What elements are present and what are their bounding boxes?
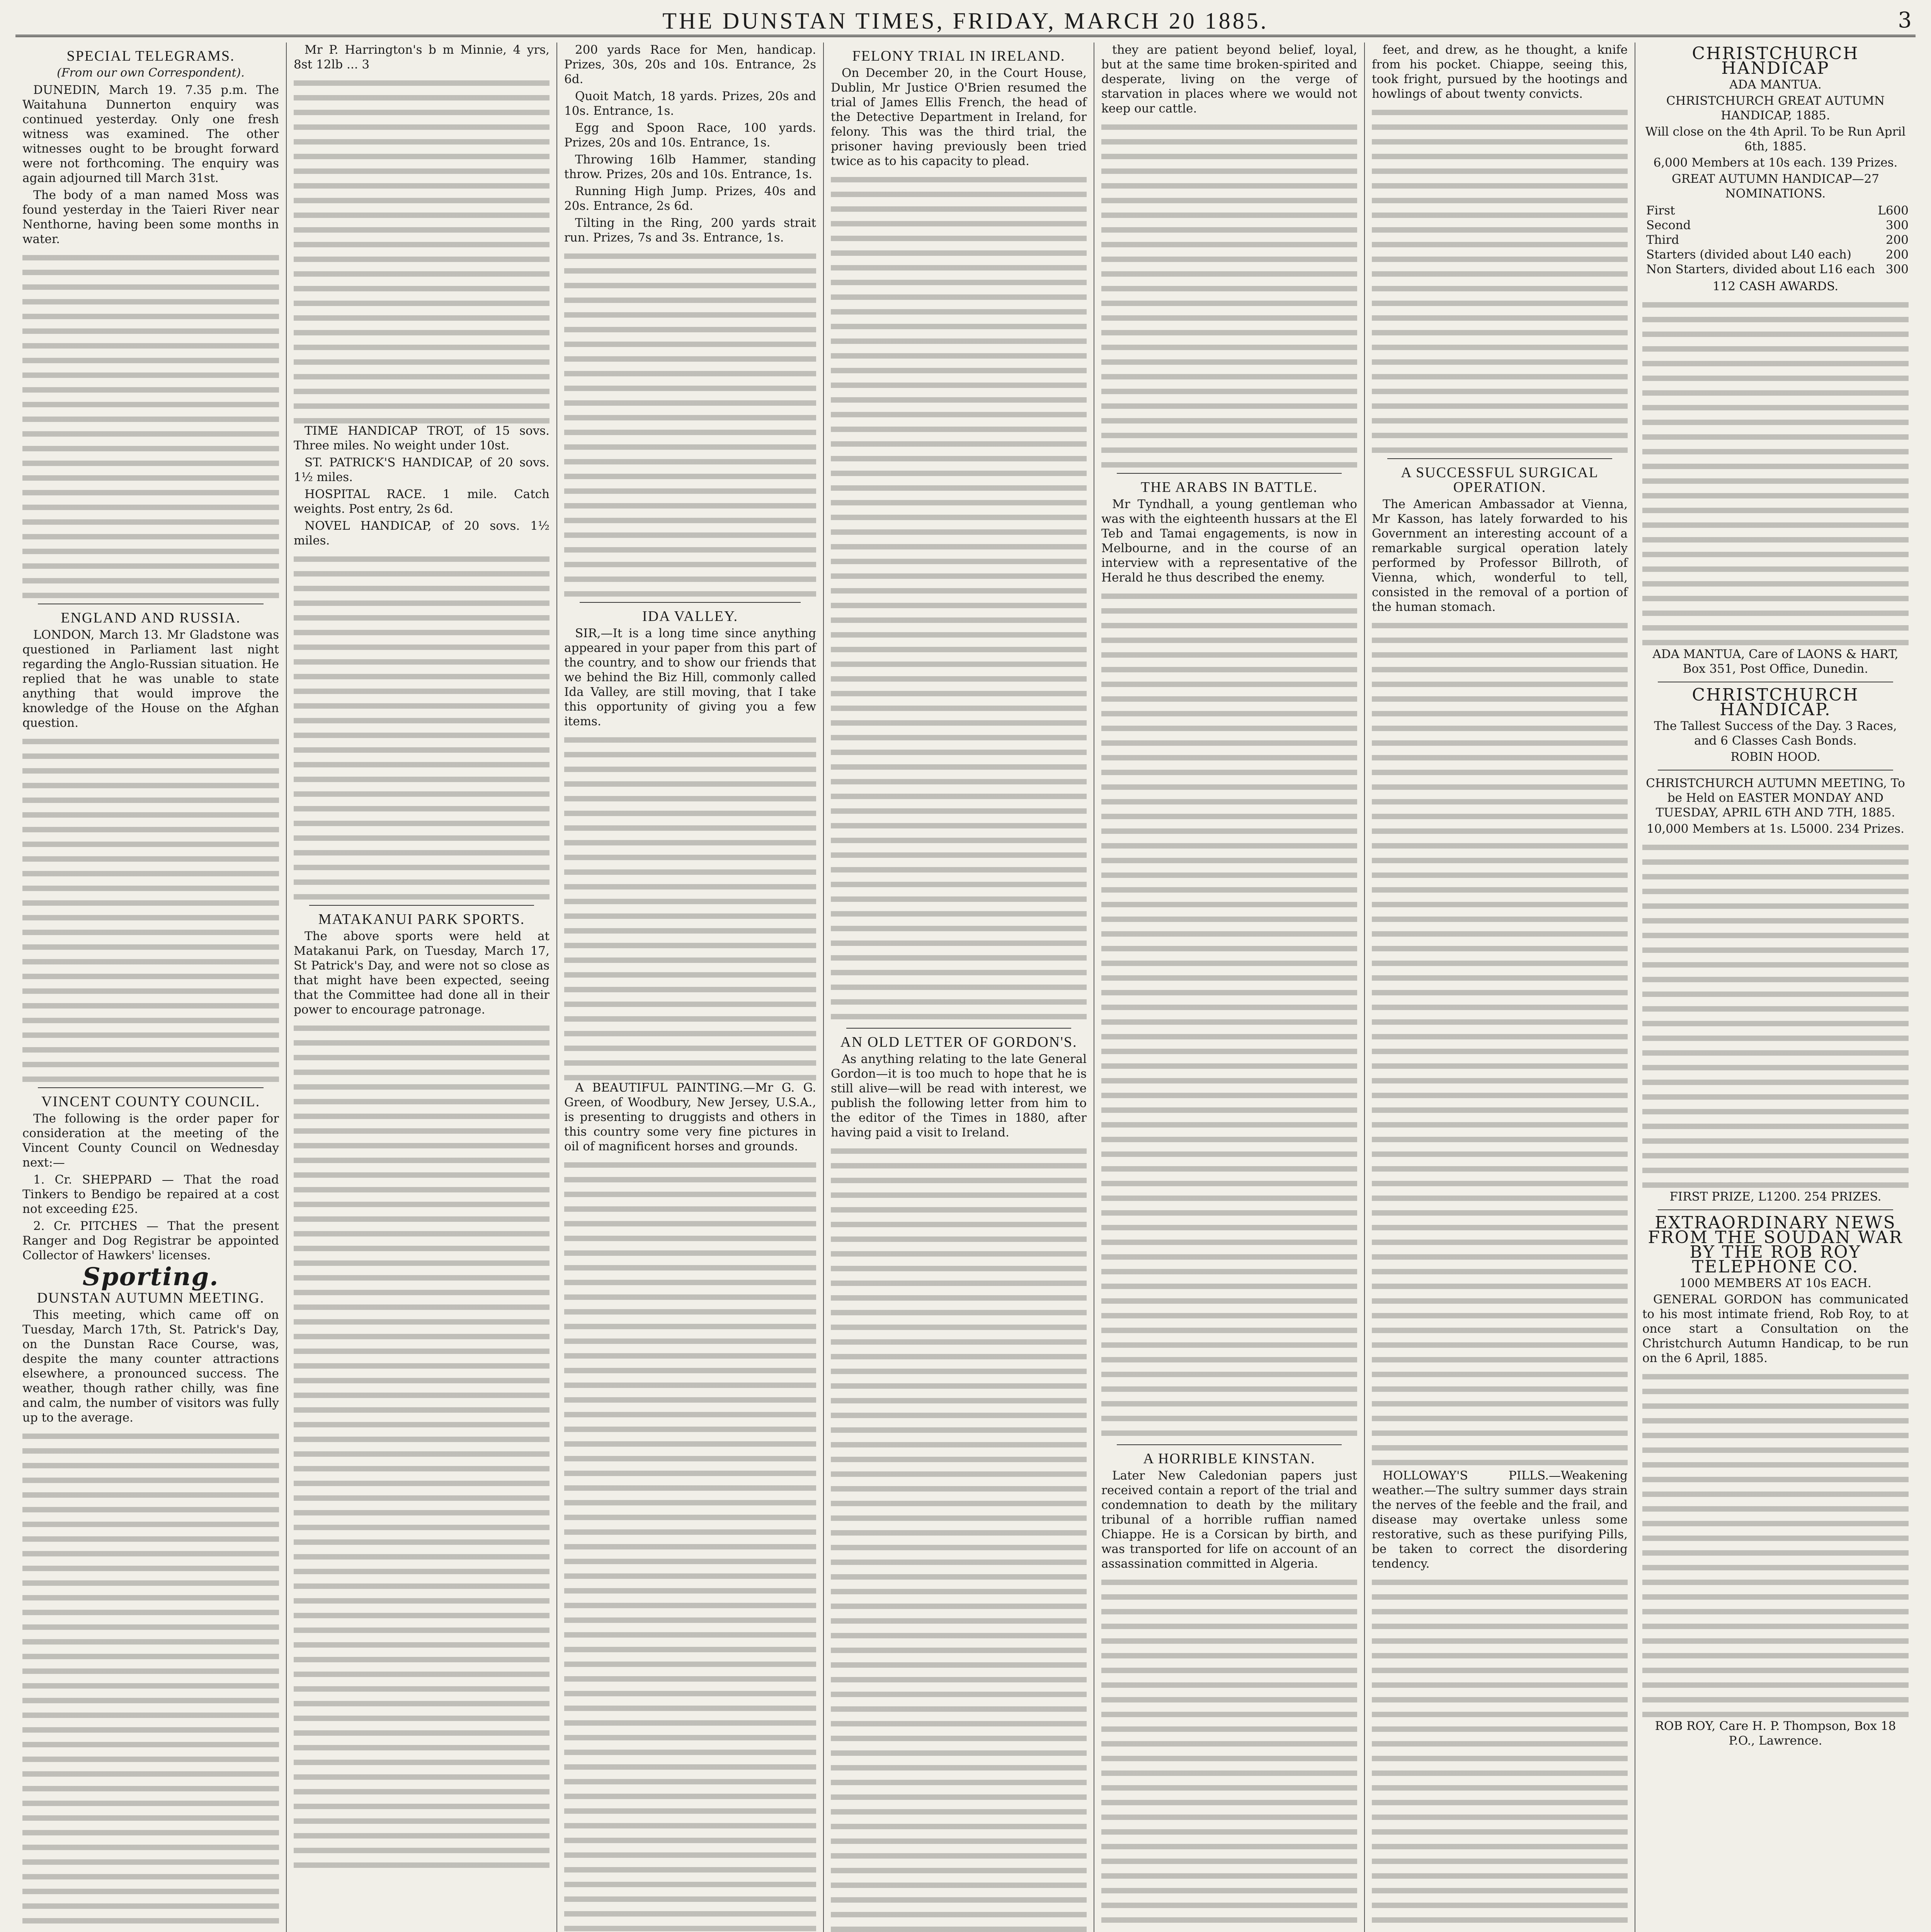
- article-paragraph: The above sports were held at Matakanui Park, on Tuesday, March 17, St Patrick's Day, and were not so close as that might have been expected, seeing that the Committee had done all in their power to encourage patronage.: [294, 929, 550, 1017]
- section-heading: IDA VALLEY.: [642, 608, 738, 624]
- article-paragraph: DUNEDIN, March 19. 7.35 p.m. The Waitahuna Dunnerton enquiry was continued yesterday. Only one fresh witness was examined. The other witnesses ought to be brought forward were not forthcoming. The enquiry was again adjourned till March 31st.: [22, 83, 279, 185]
- event-heading: Egg and Spoon Race, 100 yards. Prizes, 20s and 10s. Entrance, 1s.: [564, 121, 816, 150]
- advertisement-paragraph: GENERAL GORDON has communicated to his most intimate friend, Rob Roy, to at once start a Consultation on the Christchurch Autumn Handicap, to be run on the 6 April, 1885.: [1642, 1293, 1909, 1365]
- ad-line: FIRST PRIZE, L1200. 254 PRIZES.: [1669, 1190, 1882, 1204]
- article-paragraph: This meeting, which came off on Tuesday, March 17th, St. Patrick's Day, on the Dunstan Race Course, was, despite the many counter attractions elsewhere, a pronounced success. The weather, though rather chilly, was fine and calm, the number of visitors was fully up to the average.: [22, 1308, 279, 1425]
- text-body: [22, 734, 279, 1082]
- ad-line: ADA MANTUA, Care of LAONS & HART, Box 351, Post Office, Dunedin.: [1652, 647, 1899, 676]
- article-paragraph: A BEAUTIFUL PAINTING.—Mr G. G. Green, of Woodbury, New Jersey, U.S.A., is presenting to druggists and others in this country some very fine pictures in oil of magnificent horses and grounds.: [564, 1081, 816, 1153]
- section-heading: A SUCCESSFUL SURGICAL OPERATION.: [1401, 464, 1599, 495]
- prize-row: Second 300: [1646, 218, 1909, 232]
- divider: [1387, 458, 1612, 459]
- event-heading: Running High Jump. Prizes, 40s and 20s. Entrance, 2s 6d.: [564, 184, 816, 213]
- ad-line: CHRISTCHURCH AUTUMN MEETING, To be Held on EASTER MONDAY AND TUESDAY, APRIL 6TH AND 7TH, 1885.: [1646, 776, 1905, 820]
- section-heading: SPECIAL TELEGRAMS.: [66, 48, 235, 64]
- ad-title: ADA MANTUA.: [1729, 78, 1822, 92]
- event-heading: Quoit Match, 18 yards. Prizes, 20s and 10s. Entrance, 1s.: [564, 89, 816, 118]
- newspaper-title: THE DUNSTAN TIMES, FRIDAY, MARCH 20 1885.: [662, 8, 1269, 34]
- section-heading: DUNSTAN AUTUMN MEETING.: [37, 1290, 265, 1306]
- ad-headline: EXTRAORDINARY NEWS FROM THE SOUDAN WAR BY THE ROB ROY TELEPHONE CO.: [1648, 1213, 1903, 1277]
- ad-line: 1000 MEMBERS AT 10s EACH.: [1679, 1276, 1871, 1290]
- text-body: [1101, 1575, 1357, 1932]
- text-body: [22, 1429, 279, 1932]
- text-body: [294, 76, 550, 423]
- divider: [580, 602, 801, 603]
- section-heading: ENGLAND AND RUSSIA.: [61, 610, 241, 626]
- prize-row: Non Starters, divided about L16 each 300: [1646, 262, 1909, 276]
- text-body: [564, 1158, 816, 1932]
- prize-row: Starters (divided about L40 each) 200: [1646, 248, 1909, 262]
- section-heading: AN OLD LETTER OF GORDON'S.: [840, 1034, 1077, 1050]
- text-body: [1101, 120, 1357, 468]
- ad-headline: CHRISTCHURCH HANDICAP.: [1692, 685, 1859, 719]
- prize-row: First L600: [1646, 204, 1909, 218]
- text-body: [1372, 618, 1628, 1468]
- article-paragraph: 1. Cr. SHEPPARD — That the road Tinkers to Bendigo be repaired at a cost not exceeding £25.: [22, 1173, 279, 1216]
- column-3: [556, 43, 823, 1932]
- article-paragraph: feet, and drew, as he thought, a knife from his pocket. Chiappe, seeing this, took fright, pursued by the hootings and howlings of about twenty convicts.: [1372, 43, 1628, 101]
- race-result: Mr P. Harrington's b m Minnie, 4 yrs, 8st 12lb ... 3: [294, 43, 550, 71]
- ad-line: CHRISTCHURCH GREAT AUTUMN HANDICAP, 1885.: [1666, 94, 1885, 122]
- divider: [1658, 1209, 1893, 1210]
- column-2: [286, 43, 556, 1932]
- event-heading: Tilting in the Ring, 200 yards strait run. Prizes, 7s and 3s. Entrance, 1s.: [564, 216, 816, 245]
- ad-line: The Tallest Success of the Day. 3 Races, and 6 Classes Cash Bonds.: [1654, 719, 1897, 748]
- text-body: [1101, 589, 1357, 1439]
- ad-headline: CHRISTCHURCH HANDICAP: [1692, 44, 1859, 78]
- section-heading: FELONY TRIAL IN IRELAND.: [852, 48, 1065, 64]
- prize-row: Third 200: [1646, 233, 1909, 247]
- text-body: [1372, 105, 1628, 453]
- column-6: [1364, 43, 1635, 1932]
- ad-line: ROBIN HOOD.: [1730, 750, 1820, 764]
- article-paragraph: Later New Caledonian papers just received contain a report of the trial and condemnation to death by the military tribunal of a horrible ruffian named Chiappe. He is a Corsican by birth, and was transported for life on account of an assassination committed in Algeria.: [1101, 1469, 1357, 1571]
- text-body: [1642, 840, 1909, 1188]
- event-heading: Throwing 16lb Hammer, standing throw. Prizes, 20s and 10s. Entrance, 1s.: [564, 153, 816, 181]
- text-body: [1642, 298, 1909, 645]
- masthead: [15, 8, 1916, 37]
- columns: [15, 43, 1916, 1932]
- race-heading: TIME HANDICAP TROT, of 15 sovs. Three miles. No weight under 10st.: [294, 424, 550, 452]
- event-heading: 200 yards Race for Men, handicap. Prizes, 30s, 20s and 10s. Entrance, 2s 6d.: [564, 43, 816, 86]
- ad-line: 10,000 Members at 1s. L5000. 234 Prizes.: [1647, 822, 1904, 836]
- article-paragraph: they are patient beyond belief, loyal, but at the same time broken-spirited and desperate, living on the verge of starvation in places where we would not keep our cattle.: [1101, 43, 1357, 116]
- article-paragraph: The body of a man named Moss was found yesterday in the Taieri River near Nenthorne, having been some months in water.: [22, 188, 279, 246]
- text-body: [1372, 1575, 1628, 1923]
- article-paragraph: As anything relating to the late General Gordon—it is too much to hope that he is still alive—will be read with interest, we publish the following letter from him to the editor of the Times in 1880, after having paid a visit to Ireland.: [831, 1052, 1087, 1139]
- race-heading: NOVEL HANDICAP, of 20 sovs. 1½ miles.: [294, 519, 550, 548]
- race-heading: ST. PATRICK'S HANDICAP, of 20 sovs. 1½ miles.: [294, 456, 550, 484]
- article-paragraph: LONDON, March 13. Mr Gladstone was questioned in Parliament last night regarding the Anglo-Russian situation. He replied that he was unable to state anything that would improve the knowledge of the House on the Afghan question.: [22, 628, 279, 730]
- section-subheading: (From our own Correspondent).: [57, 66, 245, 80]
- divider: [38, 1087, 264, 1088]
- ad-line: 112 CASH AWARDS.: [1712, 279, 1839, 293]
- section-heading: MATAKANUI PARK SPORTS.: [318, 911, 525, 927]
- text-body: [294, 1021, 550, 1871]
- article-paragraph: Mr Tyndhall, a young gentleman who was with the eighteenth hussars at the El Teb and Tamai engagements, is now in Melbourne, and in the course of an interview with a representative of the Herald he thus described the enemy.: [1101, 497, 1357, 585]
- column-4: [823, 43, 1094, 1932]
- divider: [309, 905, 534, 906]
- section-banner: Sporting.: [82, 1262, 219, 1291]
- ad-line: 6,000 Members at 10s each. 139 Prizes.: [1653, 156, 1898, 170]
- prize-list: [1646, 203, 1909, 277]
- text-body: [564, 733, 816, 1080]
- ad-line: Will close on the 4th April. To be Run April 6th, 1885.: [1645, 125, 1906, 153]
- divider: [1117, 1444, 1342, 1445]
- text-body: [22, 250, 279, 598]
- section-heading: VINCENT COUNTY COUNCIL.: [41, 1094, 260, 1110]
- article-paragraph: On December 20, in the Court House, Dublin, Mr Justice O'Brien resumed the trial of James Ellis French, the head of the Detective Department in Ireland, for felony. This was the third trial, the prisoner having previously been tried twice as to his capacity to plead.: [831, 66, 1087, 168]
- ad-line: GREAT AUTUMN HANDICAP—27 NOMINATIONS.: [1671, 172, 1880, 201]
- article-paragraph: SIR,—It is a long time since anything appeared in your paper from this part of the country, and to show our friends that we behind the Biz Hill, commonly called Ida Valley, are still moving, that I take this opportunity of giving you a few items.: [564, 626, 816, 728]
- ad-line: ROB ROY, Care H. P. Thompson, Box 18 P.O., Lawrence.: [1655, 1719, 1896, 1748]
- article-paragraph: The following is the order paper for consideration at the meeting of the Vincent County Council on Wednesday next:—: [22, 1112, 279, 1170]
- divider: [846, 1028, 1071, 1029]
- article-paragraph: The American Ambassador at Vienna, Mr Kasson, has lately forwarded to his Government an interesting account of a remarkable surgical operation lately performed by Professor Billroth, of Vienna, which, wonderful to tell, consisted in the removal of a portion of the human stomach.: [1372, 497, 1628, 614]
- divider: [1117, 473, 1342, 474]
- text-body: [294, 552, 550, 900]
- advertisement-paragraph: HOLLOWAY'S PILLS.—Weakening weather.—The sultry summer days strain the nerves of the feeble and the frail, and disease may overtake unless some restorative, such as these purifying Pills, be taken to correct the disordering tendency.: [1372, 1469, 1628, 1571]
- article-paragraph: 2. Cr. PITCHES — That the present Ranger and Dog Registrar be appointed Collector of Hawkers' licenses.: [22, 1219, 279, 1262]
- column-5: [1094, 43, 1364, 1932]
- column-7: [1635, 43, 1916, 1932]
- section-heading: A HORRIBLE KINSTAN.: [1143, 1451, 1315, 1467]
- column-1: [15, 43, 286, 1932]
- section-heading: THE ARABS IN BATTLE.: [1141, 479, 1318, 495]
- race-heading: HOSPITAL RACE. 1 mile. Catch weights. Post entry, 2s 6d.: [294, 487, 550, 516]
- text-body: [831, 1144, 1087, 1932]
- text-body: [1642, 1369, 1909, 1717]
- text-body: [564, 249, 816, 597]
- text-body: [831, 172, 1087, 1022]
- page-number: 3: [1898, 8, 1912, 33]
